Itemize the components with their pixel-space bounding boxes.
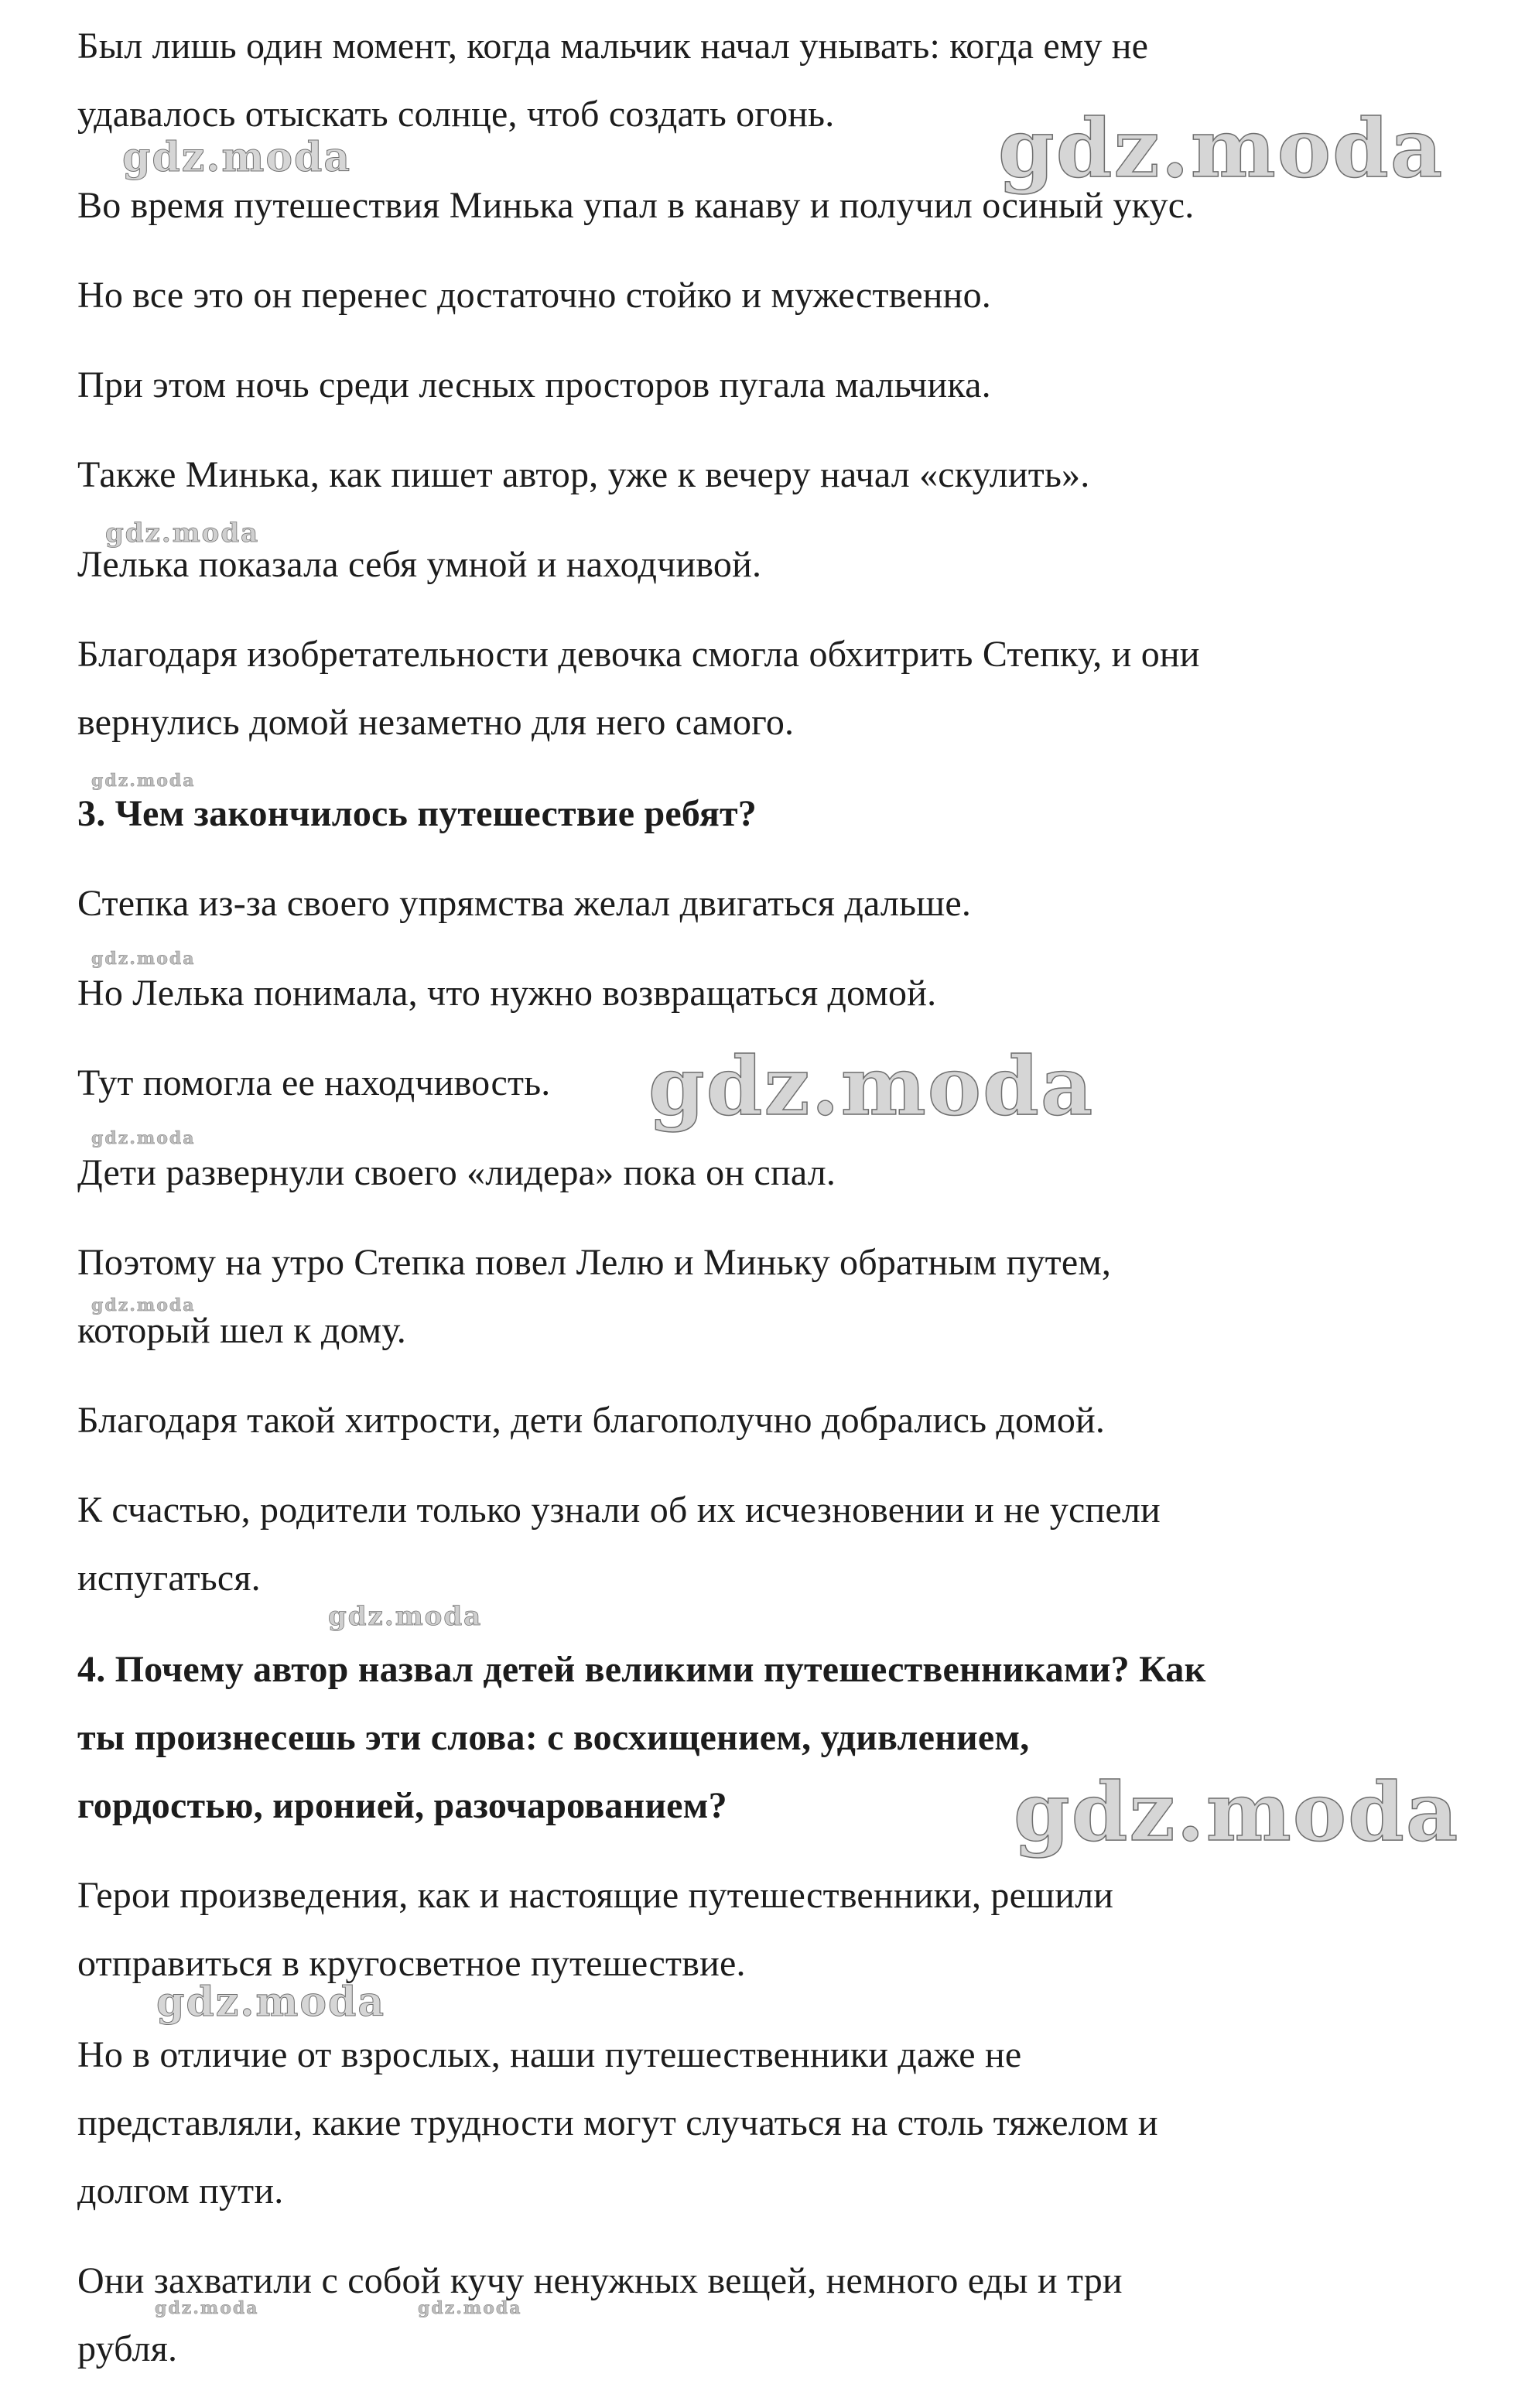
watermark: gdz.moda xyxy=(155,2298,259,2318)
text-line: Герои произведения, как и настоящие путешественники, решили xyxy=(77,1875,1114,1916)
text-line: удавалось отыскать солнце, чтоб создать огонь. xyxy=(77,94,835,135)
text-line: К счастью, родители только узнали об их исчезновении и не успели xyxy=(77,1490,1161,1531)
text-line: рубля. xyxy=(77,2328,178,2369)
text-line: При этом ночь среди лесных просторов пугала мальчика. xyxy=(77,364,991,405)
text-line: который шел к дому. xyxy=(77,1310,406,1351)
question-heading: ты произнесешь эти слова: с восхищением, удивлением, xyxy=(77,1717,1030,1758)
watermark: gdz.moda xyxy=(91,1295,196,1315)
text-line: Поэтому на утро Степка повел Лелю и Миньку обратным путем, xyxy=(77,1242,1112,1283)
watermark: gdz.moda xyxy=(1014,1764,1460,1859)
watermark: gdz.moda xyxy=(648,1038,1095,1134)
question-heading: 3. Чем закончилось путешествие ребят? xyxy=(77,793,757,834)
watermark: gdz.moda xyxy=(105,518,260,549)
text-line: долгом пути. xyxy=(77,2170,284,2211)
text-line: Благодаря такой хитрости, дети благополучно добрались домой. xyxy=(77,1400,1106,1441)
text-line: испугаться. xyxy=(77,1558,261,1599)
text-line: отправиться в кругосветное путешествие. xyxy=(77,1943,746,1984)
watermark: gdz.moda xyxy=(91,771,196,791)
text-line: Но все это он перенес достаточно стойко и мужественно. xyxy=(77,275,991,316)
text-line: Во время путешествия Минька упал в канаву и получил осиный укус. xyxy=(77,185,1195,226)
watermark: gdz.moda xyxy=(998,101,1445,196)
watermark: gdz.moda xyxy=(91,1128,196,1148)
watermark: gdz.moda xyxy=(418,2298,522,2318)
watermark: gdz.moda xyxy=(122,134,352,181)
watermark: gdz.moda xyxy=(328,1601,483,1632)
text-line: Также Минька, как пишет автор, уже к вечеру начал «скулить». xyxy=(77,454,1090,495)
text-line: Был лишь один момент, когда мальчик начал унывать: когда ему не xyxy=(77,26,1149,67)
text-line: Степка из-за своего упрямства желал двигаться дальше. xyxy=(77,883,972,924)
text-line: представляли, какие трудности могут случаться на столь тяжелом и xyxy=(77,2102,1158,2143)
text-line: Лелька показала себя умной и находчивой. xyxy=(77,544,762,585)
question-heading: гордостью, иронией, разочарованием? xyxy=(77,1785,727,1826)
text-line: Благодаря изобретательности девочка смогла обхитрить Степку, и они xyxy=(77,634,1200,675)
text-line: Дети развернули своего «лидера» пока он спал. xyxy=(77,1152,836,1193)
text-line: Тут помогла ее находчивость. xyxy=(77,1062,551,1103)
text-line: Но Лелька понимала, что нужно возвращаться домой. xyxy=(77,973,937,1014)
watermark: gdz.moda xyxy=(91,949,196,969)
watermark: gdz.moda xyxy=(156,1979,386,2026)
text-line: Но в отличие от взрослых, наши путешественники даже не xyxy=(77,2034,1022,2075)
question-heading: 4. Почему автор назвал детей великими путешественниками? Как xyxy=(77,1649,1206,1690)
text-line: Они захватили с собой кучу ненужных вещей, немного еды и три xyxy=(77,2260,1123,2301)
text-line: вернулись домой незаметно для него самого. xyxy=(77,702,795,743)
